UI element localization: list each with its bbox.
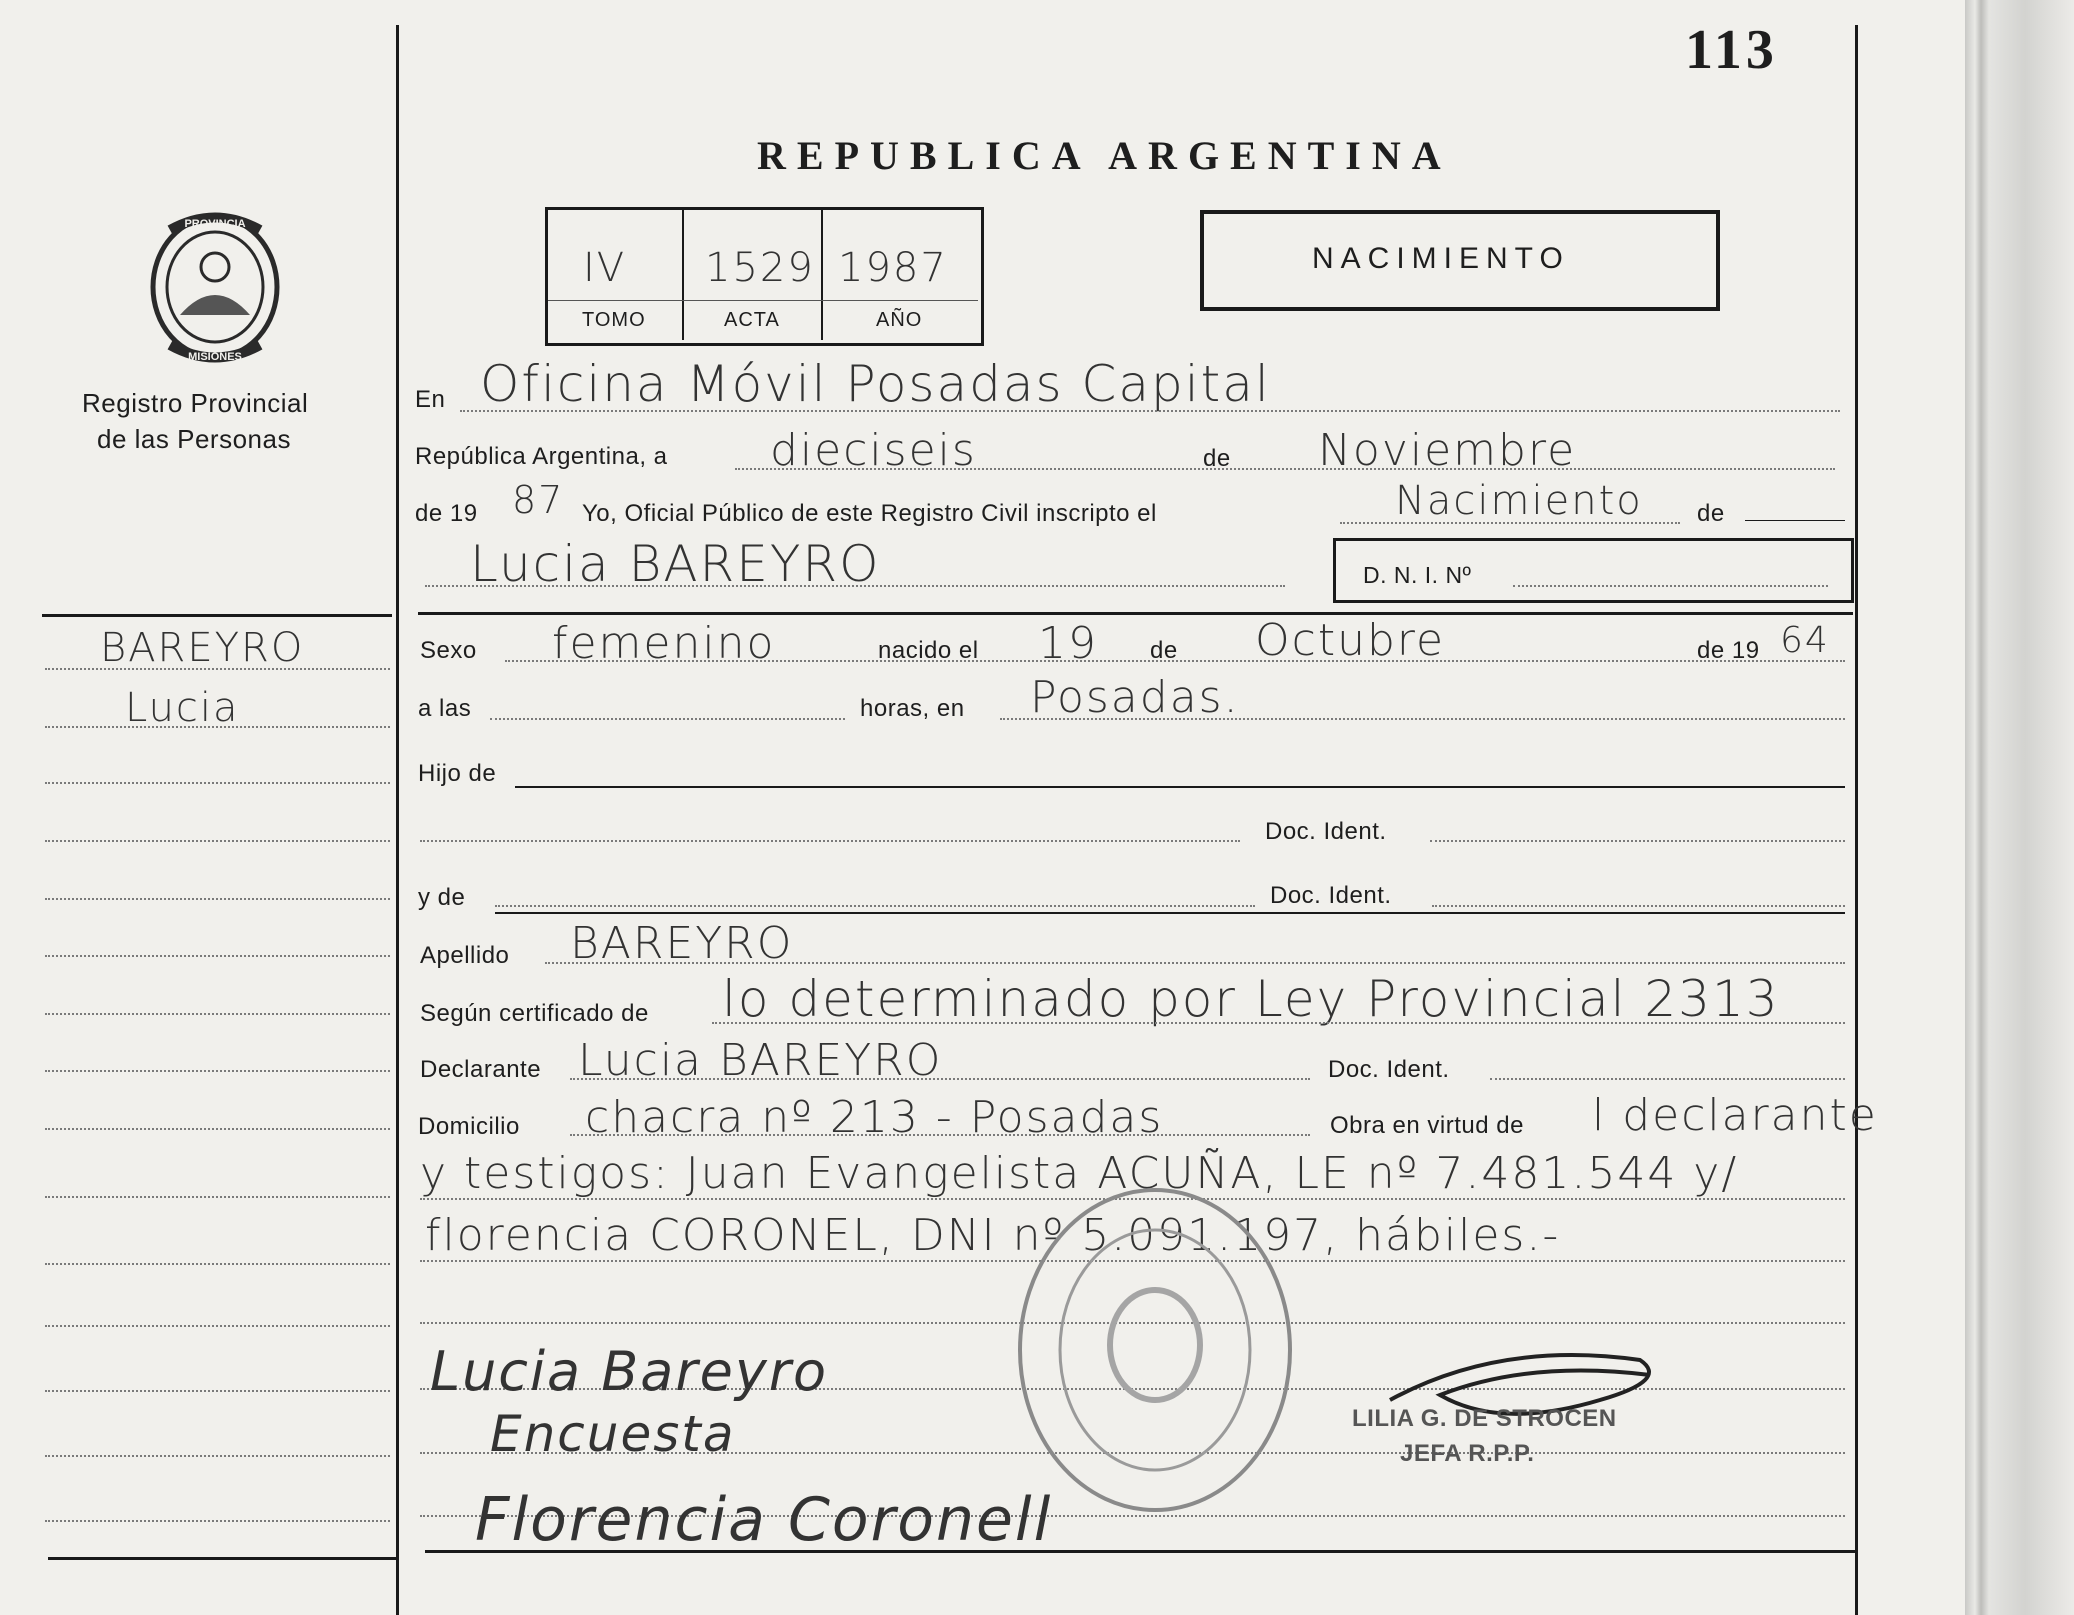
de-label-1: de [1203,445,1231,472]
doc-label-2: Doc. Ident. [1270,882,1392,909]
obra-value: l declarante [1592,1090,1878,1141]
horas-line [1000,718,1845,720]
tomo-value: IV [583,245,627,291]
margin-surname: BAREYRO [100,625,305,671]
doc-line-1a [420,840,1240,842]
tomo-label: TOMO [582,309,646,331]
year-prefix: de 19 [415,500,478,527]
officer-title: JEFA R.P.P. [1400,1440,1535,1467]
book-binding [1965,0,2074,1615]
margin-line-15 [45,1520,390,1522]
official-stamp-icon [1010,1180,1300,1520]
dni-line [1513,585,1828,587]
doc-line-3 [1490,1078,1845,1080]
ano-value: 1987 [838,245,948,291]
signature-declarante: Lucia Bareyro [430,1340,829,1403]
en-value: Oficina Móvil Posadas Capital [480,355,1271,413]
acta-value: 1529 [705,245,815,291]
margin-line-3 [45,782,390,784]
apellido-label: Apellido [420,942,510,969]
doc-line-1b [1430,840,1845,842]
apellido-value: BAREYRO [570,918,794,969]
sexo-line [505,660,1845,662]
month-value: Noviembre [1318,425,1577,476]
ano-label: AÑO [876,309,923,331]
a-las-line [490,718,845,720]
nacido-day: 19 [1038,618,1098,669]
margin-line-10 [45,1196,390,1198]
text-line-3: florencia CORONEL, DNI nº 5.091.197, hábiles.- [425,1210,1561,1261]
margin-line-9 [45,1128,390,1130]
bottom-line-left [48,1557,396,1560]
registry-name-top: Registro Provincial [82,388,309,418]
declarante-label: Declarante [420,1056,542,1083]
day-value: dieciseis [770,425,977,476]
de-label-2: de [1697,500,1725,527]
margin-line-13 [45,1390,390,1392]
place-value: Posadas. [1030,672,1240,723]
horas-label: horas, en [860,695,965,722]
hijo-line [515,786,1845,788]
officer-name: LILIA G. DE STROCEN [1352,1405,1617,1432]
year-suffix: 87 [512,478,565,522]
name-line [425,585,1285,587]
declarante-value: Lucia BAREYRO [578,1035,943,1086]
domicilio-label: Domicilio [418,1113,520,1140]
margin-line-5 [45,898,390,900]
a-las-label: a las [418,695,472,722]
republica-label: República Argentina, a [415,443,668,470]
obra-label: Obra en virtud de [1330,1112,1524,1139]
margin-line-2 [45,726,390,728]
year2-suffix: 64 [1780,620,1830,661]
margin-given-name: Lucia [125,685,240,731]
box-baseline [548,300,978,301]
header-separator-left [42,614,392,617]
right-border [1855,25,1858,1615]
record-type: NACIMIENTO [1312,242,1570,275]
doc-label-1: Doc. Ident. [1265,818,1387,845]
doc-line-2 [1432,905,1845,907]
en-label: En [415,386,446,413]
signature-witness-1: Encuesta [490,1405,736,1463]
doc-label-3: Doc. Ident. [1328,1056,1450,1083]
margin-line-1 [45,668,390,670]
y-de-label: y de [418,884,466,911]
svg-text:MISIONES: MISIONES [188,351,242,363]
provincial-seal-icon [140,205,290,370]
apellido-line [545,962,1845,964]
nacido-month: Octubre [1255,615,1446,666]
text-line-2: y testigos: Juan Evangelista ACUÑA, LE nº 7.481.544 y/ [420,1148,1739,1199]
y-de-line [495,905,1255,907]
dni-label: D. N. I. Nº [1363,562,1472,588]
box-divider-2 [821,210,823,340]
margin-line-6 [45,955,390,957]
svg-text:PROVINCIA: PROVINCIA [184,218,246,230]
en-line [460,410,1840,412]
y-de-rule [495,912,1845,914]
segun-line [712,1022,1845,1024]
signature-witness-2: Florencia Coronell [475,1485,1053,1555]
de-label-3: de [1150,637,1178,664]
left-column-divider [396,25,399,1615]
sexo-value: femenino [552,618,776,669]
de-line [1745,520,1845,521]
margin-line-11 [45,1263,390,1265]
margin-line-4 [45,840,390,842]
margin-line-14 [45,1455,390,1457]
margin-line-8 [45,1070,390,1072]
header-separator [418,612,1853,615]
page-number: 113 [1685,19,1778,81]
margin-line-7 [45,1013,390,1015]
domicilio-line [570,1134,1310,1136]
name-value: Lucia BAREYRO [470,535,881,593]
oficial-line [1340,522,1680,524]
segun-label: Según certificado de [420,1000,649,1027]
box-divider-1 [682,210,684,340]
declarante-line [570,1078,1310,1080]
margin-line-12 [45,1325,390,1327]
registry-name-bottom: de las Personas [97,424,291,454]
acta-label: ACTA [724,309,780,331]
sexo-label: Sexo [420,637,477,664]
nacido-label: nacido el [878,637,979,664]
year2-prefix: de 19 [1697,637,1760,664]
inscripto-value: Nacimiento [1395,478,1643,524]
hijo-label: Hijo de [418,760,497,787]
country-title: REPUBLICA ARGENTINA [757,133,1452,178]
oficial-label: Yo, Oficial Público de este Registro Civil inscripto el [582,500,1157,527]
republica-line [735,468,1835,470]
segun-value: lo determinado por Ley Provincial 2313 [722,970,1780,1028]
domicilio-value: chacra nº 213 - Posadas [585,1092,1164,1143]
